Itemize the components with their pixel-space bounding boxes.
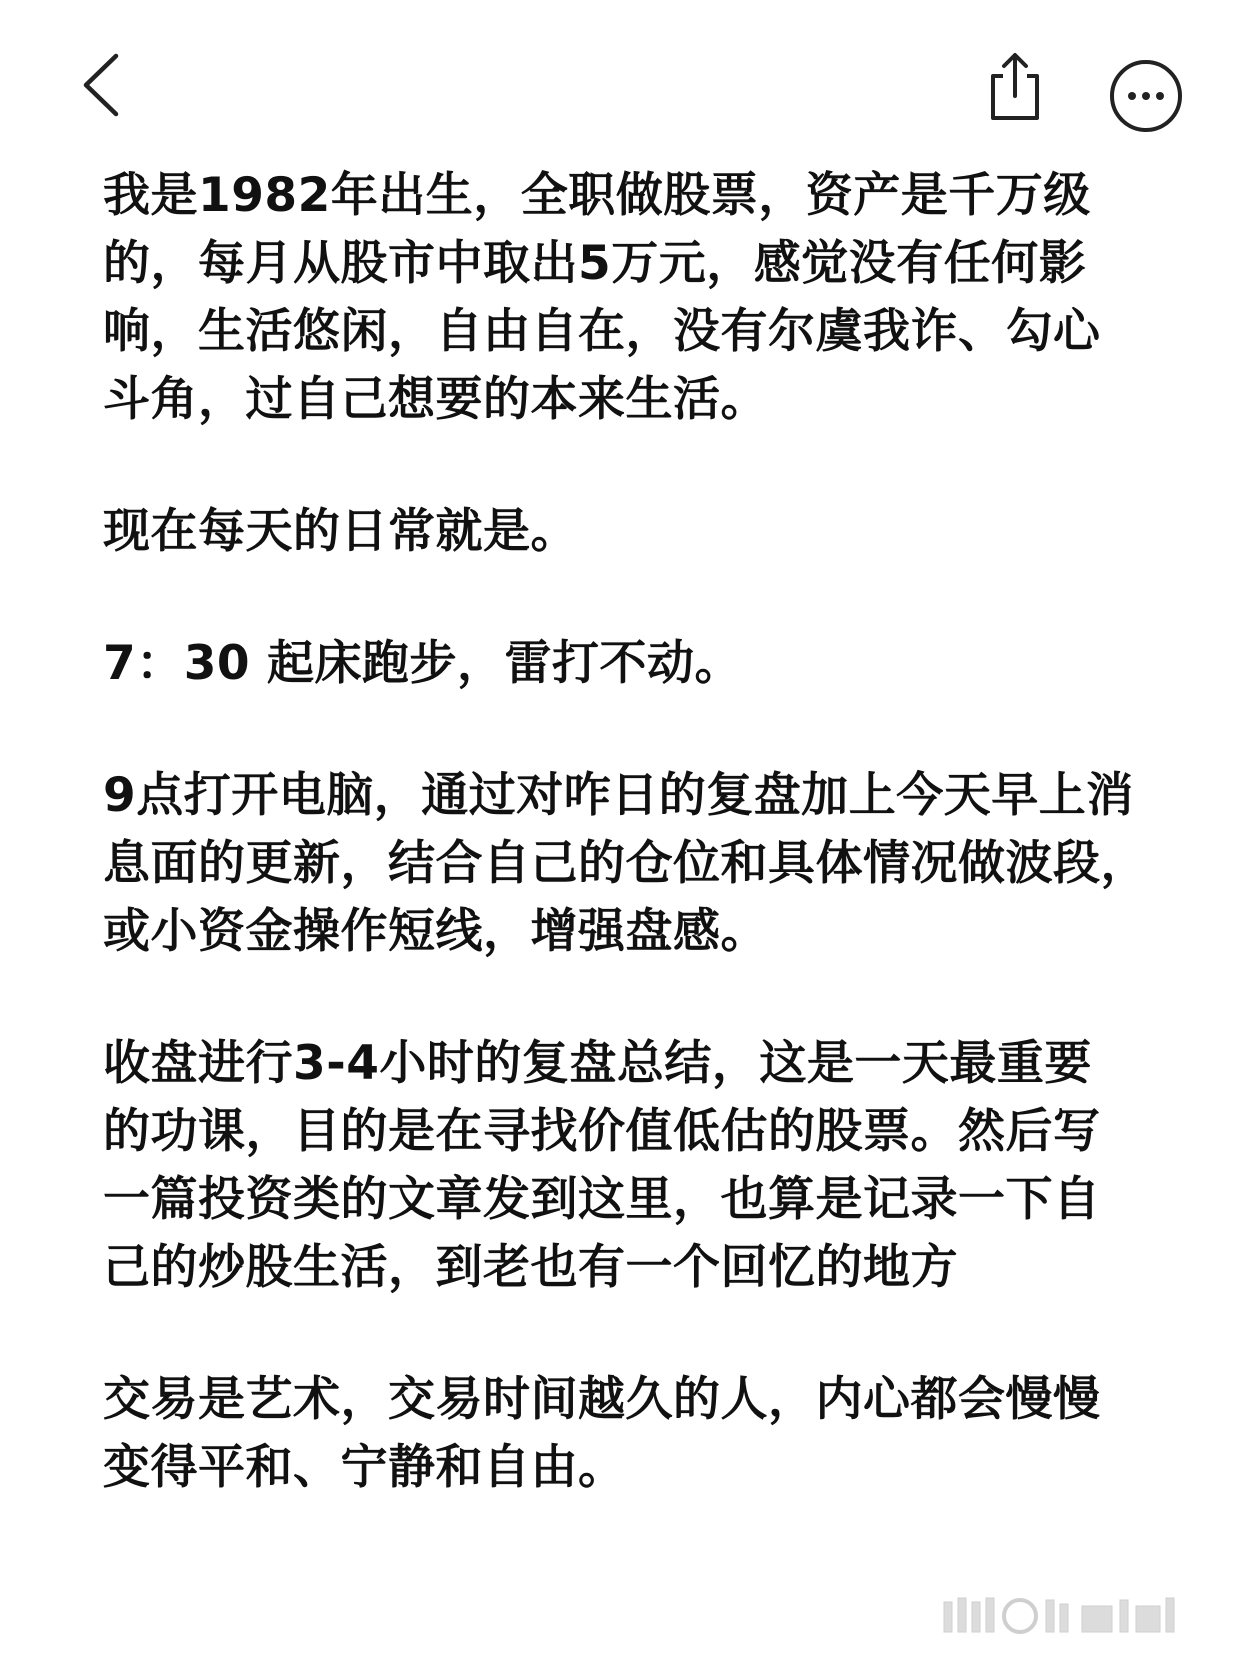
share-button[interactable] [985, 50, 1045, 125]
paragraph-morning-run: 7：30 起床跑步，雷打不动。 [103, 636, 742, 691]
more-options-button[interactable] [1107, 57, 1185, 135]
paragraph-review: 收盘进行3-4小时的复盘总结，这是一天最重要的功课，目的是在寻找价值低估的股票。然后写一篇投资类的文章发到这里，也算是记录一下自己的炒股生活，到老也有一个回忆的地方 [103, 1036, 1101, 1295]
paragraph-conclusion: 交易是艺术，交易时间越久的人，内心都会慢慢变得平和、宁静和自由。 [103, 1372, 1101, 1495]
more-horizontal-icon [1107, 57, 1185, 135]
chevron-left-icon [78, 50, 138, 120]
share-icon [985, 50, 1045, 125]
paragraph-intro: 我是1982年出生，全职做股票，资产是千万级的，每月从股市中取出5万元，感觉没有任何影响，生活悠闲，自由自在，没有尔虞我诈、勾心斗角，过自己想要的本来生活。 [103, 168, 1101, 427]
paragraph-daily: 现在每天的日常就是。 [103, 504, 578, 559]
watermark-logo [942, 1592, 1182, 1636]
back-button[interactable] [78, 50, 138, 120]
paragraph-trading: 9点打开电脑，通过对咋日的复盘加上今天早上消息面的更新，结合自己的仓位和具体情况做波段，或小资金操作短线，增强盘感。 [103, 768, 1148, 959]
article-body [103, 162, 1163, 1566]
top-navigation-bar [0, 0, 1242, 150]
